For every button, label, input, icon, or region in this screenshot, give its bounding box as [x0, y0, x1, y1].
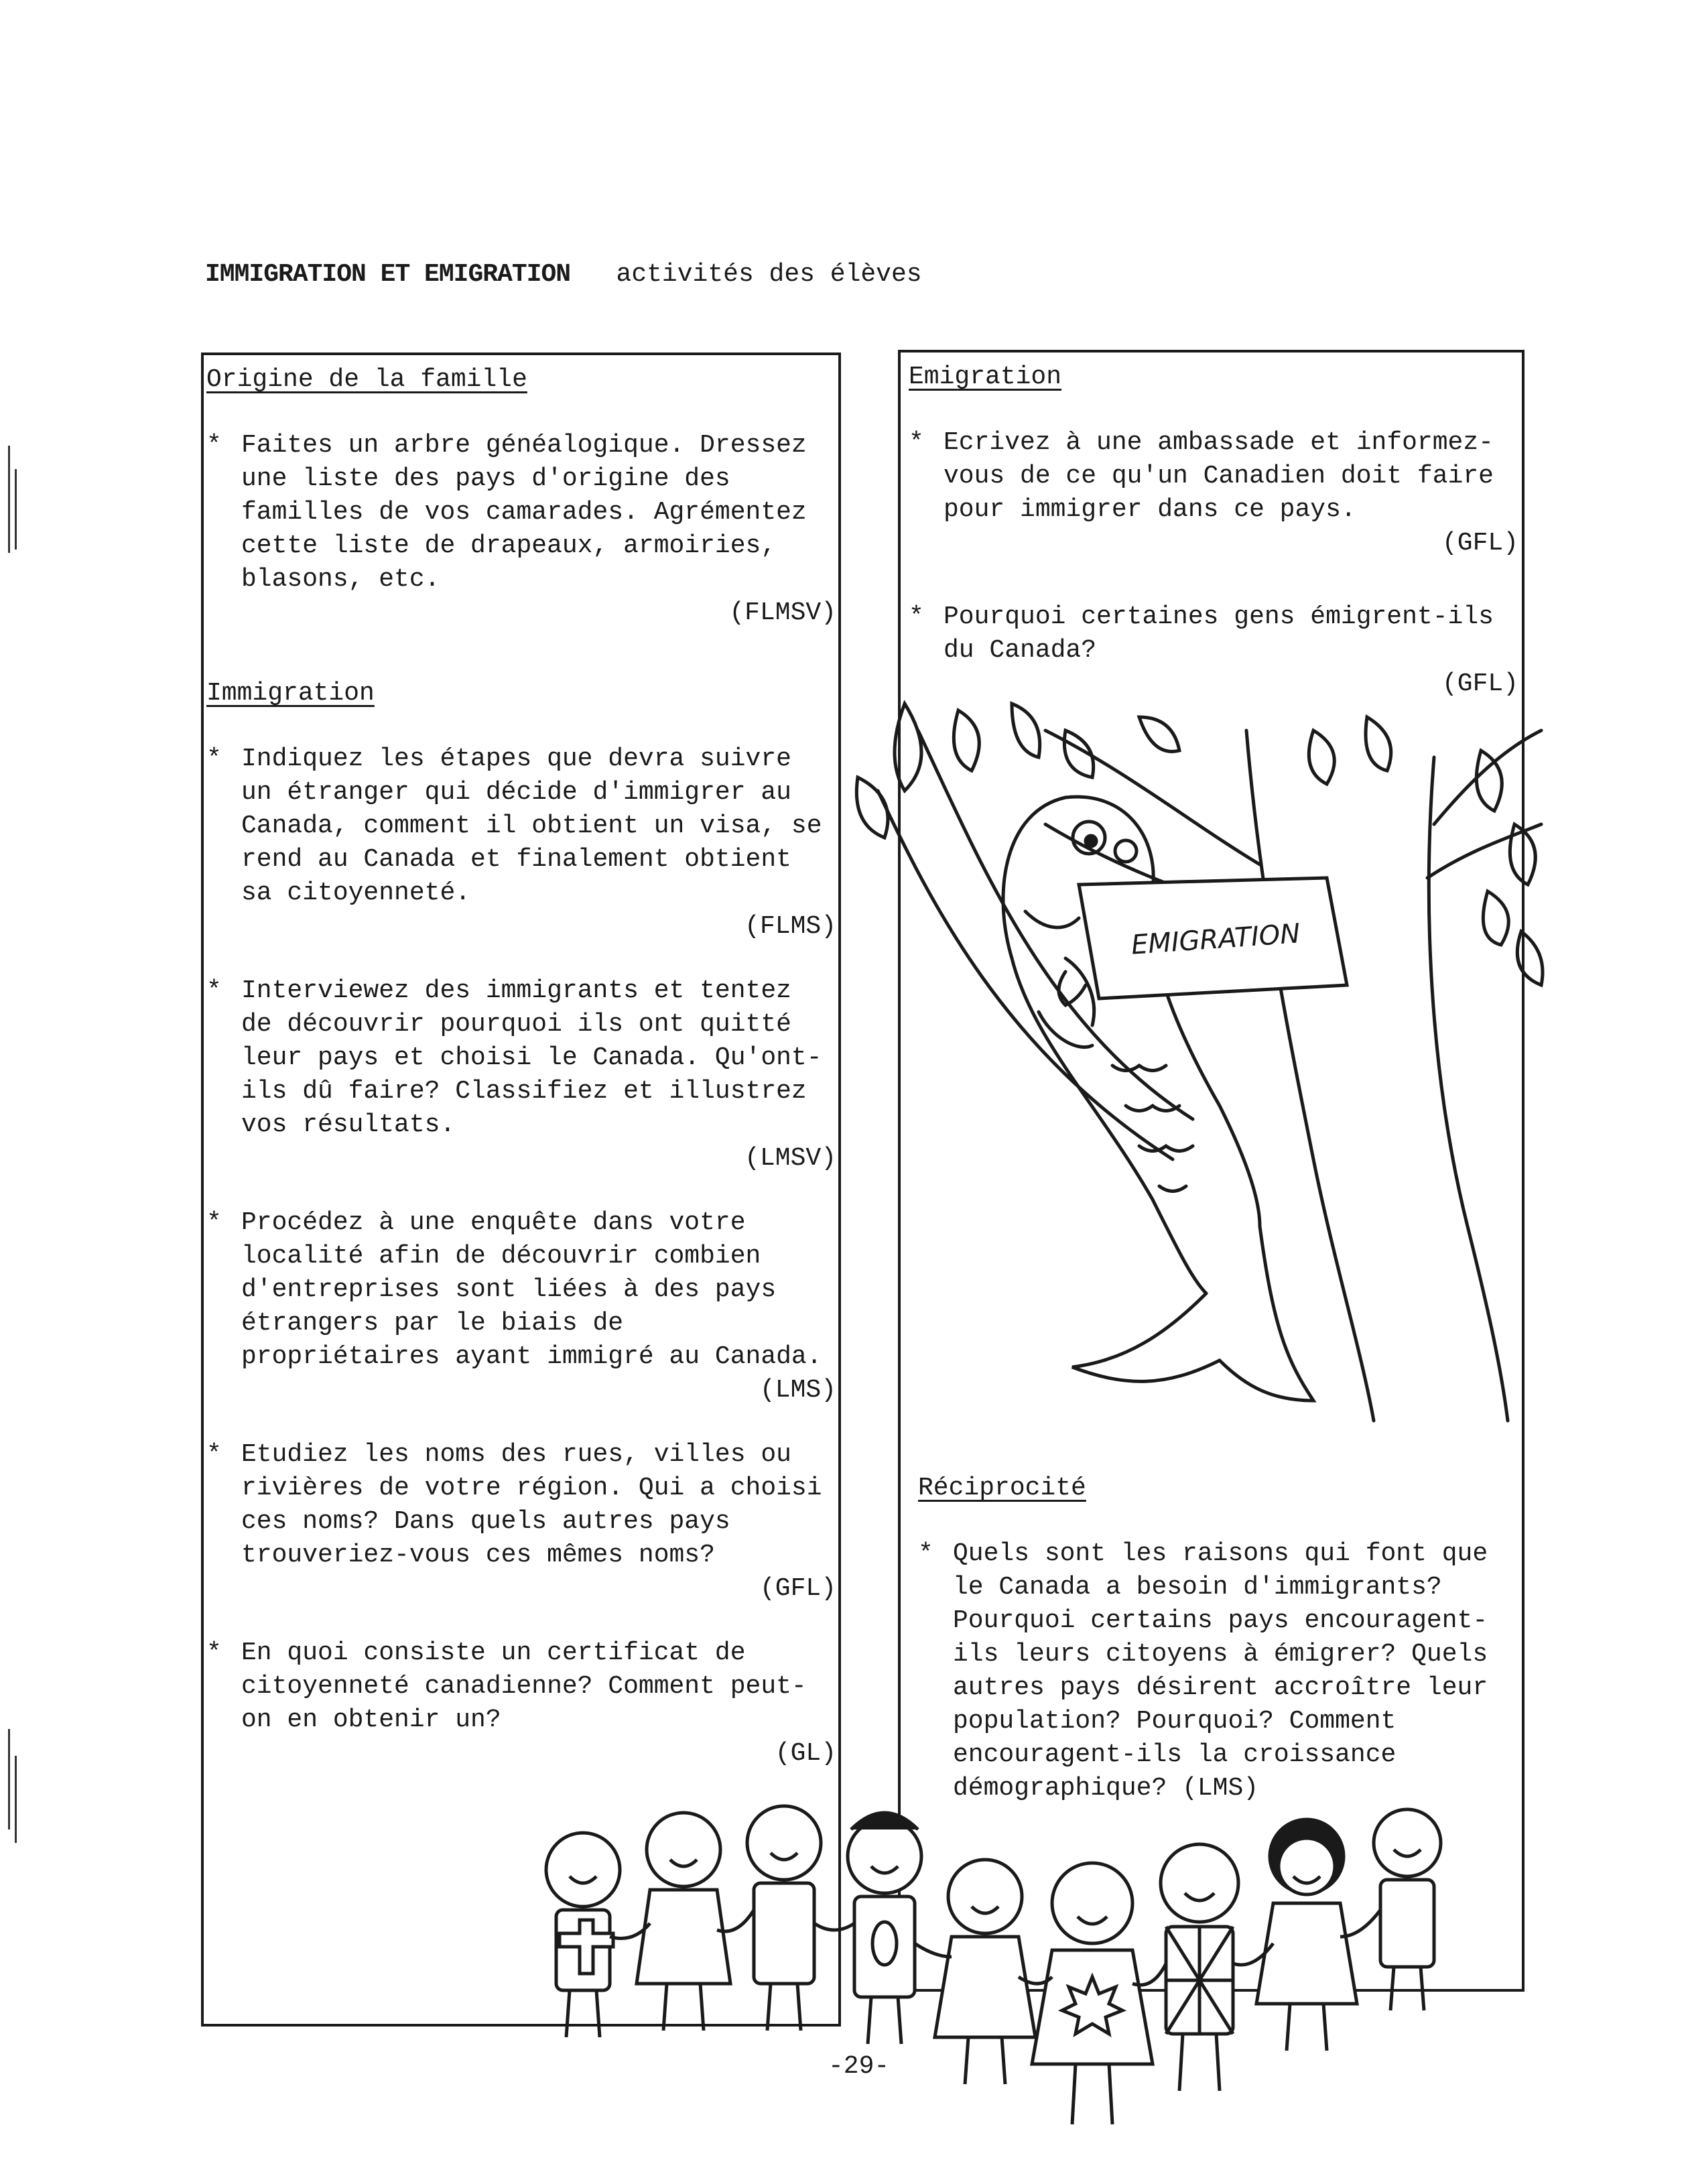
scan-mark [15, 1756, 17, 1843]
bullet-star-icon: * [206, 1440, 222, 1469]
activity-text: Interviewez des immigrants et tentez de découvrir pourquoi ils ont quitté leur pays et choisi le Canada. Qu'ont-ils dû faire? Classifiez et illustrez vos résultats. [241, 976, 822, 1139]
activity-item [918, 1537, 1521, 1805]
header-title: IMMIGRATION ET EMIGRATION [205, 260, 571, 289]
activity-item [206, 743, 836, 944]
activity-text: Procédez à une enquête dans votre localité afin de découvrir combien d'entreprises sont liées à des pays étrangers par le biais de propriétaires ayant immigré au Canada. [241, 1208, 822, 1371]
scan-mark [8, 1729, 10, 1829]
bullet-star-icon: * [206, 431, 222, 460]
section-immigration [206, 677, 836, 1771]
sign-text: EMIGRATION [1130, 918, 1301, 961]
children-illustration [523, 1809, 1541, 2158]
activity-text: En quoi consiste un certificat de citoyenneté canadienne? Comment peut-on en obtenir un? [241, 1639, 807, 1734]
right-column-bottom [918, 1472, 1521, 1836]
bullet-star-icon: * [909, 602, 924, 631]
bullet-star-icon: * [206, 1208, 222, 1237]
activity-text: Quels sont les raisons qui font que le Canada a besoin d'immigrants? Pourquoi certains pays encouragent-ils leurs citoyens à émigrer? Quels autres pays désirent accroître leur population? Pourquoi? Comment encouragent-ils la croissance démographique? (LMS) [953, 1539, 1488, 1803]
activity-item [206, 1438, 836, 1606]
bullet-star-icon: * [909, 428, 924, 457]
activity-text: Etudiez les noms des rues, villes ou rivières de votre région. Qui a choisi ces noms? Dans quels autres pays trouveriez-vous ces mêmes noms? [241, 1440, 822, 1569]
activity-item [206, 429, 836, 630]
fish-tree-illustration [844, 690, 1548, 1441]
activity-code: (FLMS) [744, 912, 836, 941]
section-origine [206, 363, 836, 630]
bullet-star-icon: * [206, 976, 222, 1005]
section-title: Emigration [909, 363, 1062, 391]
activity-text: Ecrivez à une ambassade et informez-vous de ce qu'un Canadien doit faire pour immigrer dans ce pays. [944, 428, 1494, 524]
section-title: Origine de la famille [206, 365, 527, 394]
section-title: Réciprocité [918, 1474, 1086, 1502]
bullet-star-icon: * [918, 1539, 933, 1568]
activity-code: (GFL) [1441, 669, 1518, 698]
activity-text: Pourquoi certaines gens émigrent-ils du Canada? [944, 602, 1494, 665]
header-subtitle: activités des élèves [616, 260, 922, 289]
activity-text: Indiquez les étapes que devra suivre un étranger qui décide d'immigrer au Canada, comment il obtient un visa, se rend au Canada et finalement obtient sa citoyenneté. [241, 745, 822, 907]
bullet-star-icon: * [206, 745, 222, 773]
bullet-star-icon: * [206, 1639, 222, 1667]
activity-code: (FLMSV) [729, 598, 836, 627]
right-column-top [909, 361, 1518, 732]
scan-mark [15, 469, 17, 550]
activity-item [206, 974, 836, 1175]
emigration-sign [1079, 878, 1347, 999]
activity-item [206, 1636, 836, 1771]
activity-item [206, 1206, 836, 1407]
activity-code: (GL) [775, 1739, 836, 1768]
activity-text: Faites un arbre généalogique. Dressez une liste des pays d'origine des familles de vos camarades. Agrémentez cette liste de drapeaux, armoiries, blasons, etc. [241, 431, 807, 594]
left-column [206, 363, 836, 1801]
activity-code: (LMSV) [744, 1144, 836, 1173]
activity-code: (GFL) [1441, 529, 1518, 558]
activity-code: (LMS) [759, 1376, 836, 1405]
activity-code: (LMS) [1182, 1774, 1259, 1803]
page-number: -29- [828, 2052, 890, 2081]
section-title: Immigration [206, 679, 375, 708]
scan-mark [8, 446, 10, 553]
activity-code: (GFL) [759, 1574, 836, 1603]
page-header [205, 260, 922, 289]
activity-item [909, 426, 1518, 560]
activity-item [909, 600, 1518, 701]
